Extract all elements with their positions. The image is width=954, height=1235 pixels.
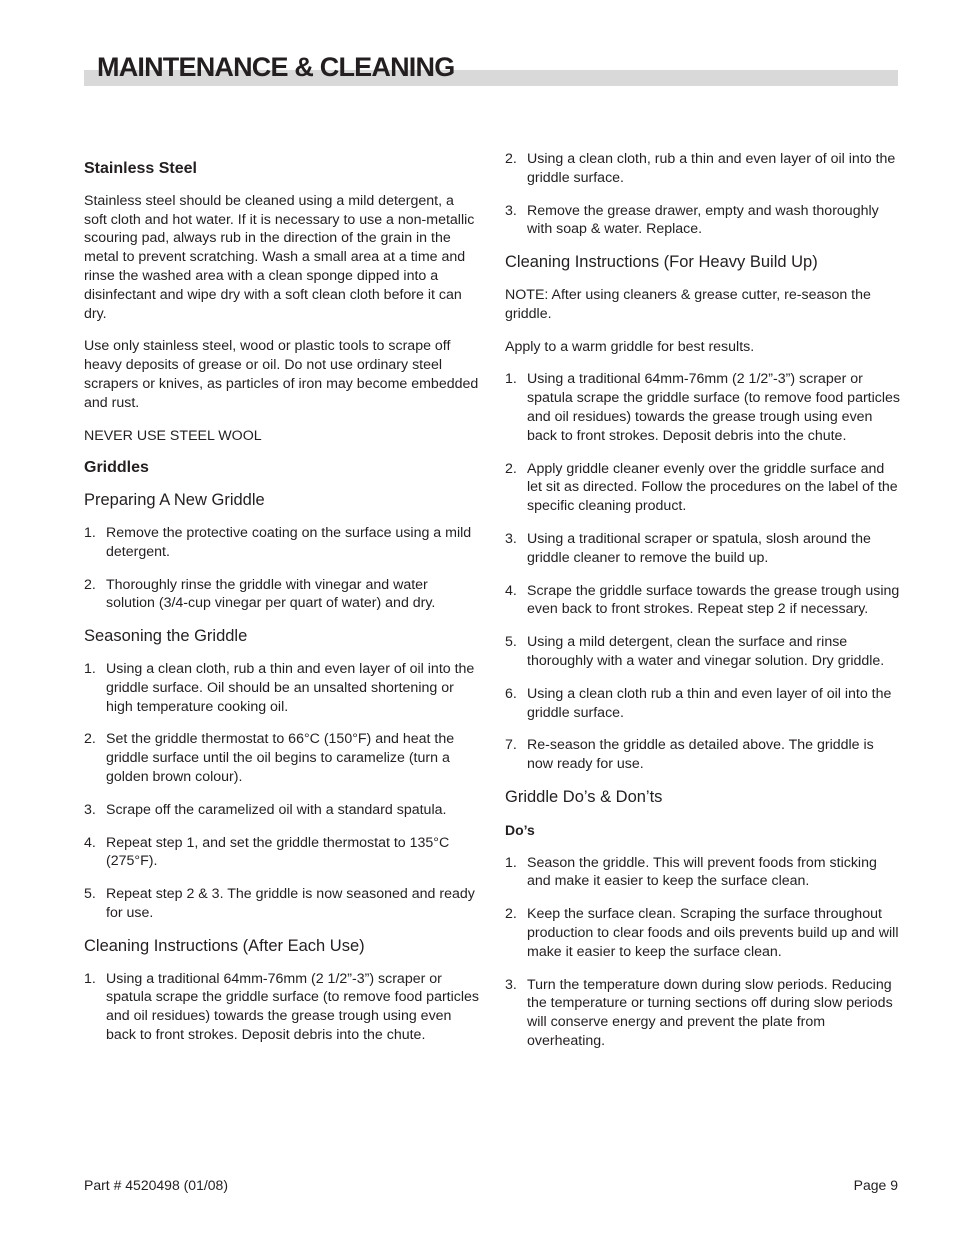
stainless-steel-heading: Stainless Steel — [84, 160, 197, 177]
list-number: 5. — [505, 634, 517, 651]
list-number: 7. — [505, 737, 517, 754]
list-item — [84, 524, 480, 562]
right-column — [505, 150, 901, 1065]
list-text: Using a clean cloth rub a thin and even layer of oil into the griddle surface. — [527, 685, 892, 721]
list-text: Scrape off the caramelized oil with a standard spatula. — [106, 801, 447, 818]
list-number: 3. — [505, 530, 517, 547]
list-number: 2. — [505, 906, 517, 923]
list-number: 1. — [84, 970, 96, 987]
list-number: 4. — [505, 582, 517, 599]
list-text: Thoroughly rinse the griddle with vinegar and water solution (3/4-cup vinegar per quart of water) and dry. — [106, 576, 436, 612]
list-item — [84, 834, 480, 872]
seasoning-heading: Seasoning the Griddle — [84, 627, 248, 646]
list-text: Apply griddle cleaner evenly over the griddle surface and let sit as directed. Follow the procedures on the label of the specific cleaning product. — [527, 460, 898, 515]
list-number: 2. — [84, 731, 96, 748]
preparing-list — [84, 524, 480, 613]
list-text: Turn the temperature down during slow periods. Reducing the temperature or turning sections off during slow periods will conserve energy and prevent the plate from overheating. — [527, 976, 893, 1049]
dos-donts-heading: Griddle Do’s & Don’ts — [505, 787, 663, 806]
heavy-note: NOTE: After using cleaners & grease cutter, re-season the griddle. — [505, 286, 871, 322]
list-number: 1. — [505, 854, 517, 871]
list-item — [505, 685, 901, 723]
list-text: Keep the surface clean. Scraping the surface throughout production to clear foods and oils prevents build up and will make it easier to keep the surface clean. — [527, 906, 899, 960]
list-item — [84, 885, 480, 923]
list-item — [84, 660, 480, 716]
list-text: Using a clean cloth, rub a thin and even layer of oil into the griddle surface. Oil should be an unsalted shortening or high temperature cooking oil. — [106, 660, 475, 715]
heavy-list — [505, 370, 901, 774]
list-number: 2. — [505, 460, 517, 477]
list-item — [505, 633, 901, 671]
list-number: 3. — [84, 801, 96, 818]
list-number: 4. — [84, 834, 96, 851]
list-number: 1. — [505, 371, 517, 388]
heavy-build-up-heading: Cleaning Instructions (For Heavy Build Up) — [505, 253, 818, 272]
footer-part-number: Part # 4520498 (01/08) — [84, 1177, 228, 1193]
list-number: 6. — [505, 685, 517, 702]
seasoning-list — [84, 660, 480, 923]
list-text: Season the griddle. This will prevent foods from sticking and make it easier to keep the surface clean. — [527, 854, 877, 890]
list-text: Repeat step 2 & 3. The griddle is now seasoned and ready for use. — [106, 886, 475, 921]
list-item — [84, 801, 480, 820]
list-item — [505, 976, 901, 1051]
list-number: 3. — [505, 202, 517, 219]
dos-list — [505, 854, 901, 1051]
list-item — [505, 150, 901, 188]
list-item — [505, 582, 901, 620]
list-item — [505, 460, 901, 516]
list-item — [505, 202, 901, 240]
griddles-heading: Griddles — [84, 459, 149, 477]
list-item — [505, 854, 901, 892]
list-item — [505, 530, 901, 568]
list-text: Using a traditional 64mm-76mm (2 1/2”-3”) scraper or spatula scrape the griddle surface (to remove food particles and oil residues) towards the grease trough using even back to front strokes. Deposit debris into the chute. — [106, 970, 480, 1043]
list-number: 3. — [505, 976, 517, 993]
after-use-list — [84, 970, 480, 1045]
list-number: 1. — [84, 660, 96, 677]
list-text: Remove the grease drawer, empty and wash thoroughly with soap & water. Replace. — [527, 202, 879, 238]
list-text: Remove the protective coating on the surface using a mild detergent. — [106, 524, 472, 560]
page-title: MAINTENANCE & CLEANING — [97, 52, 455, 82]
list-text: Using a traditional scraper or spatula, slosh around the griddle cleaner to remove the build up. — [527, 530, 871, 566]
left-column — [84, 160, 480, 1059]
list-number: 1. — [84, 524, 96, 541]
list-number: 2. — [505, 151, 517, 167]
list-text: Using a mild detergent, clean the surface and rinse thoroughly with a water and vinegar solution. Dry griddle. — [527, 634, 885, 669]
list-item — [84, 576, 480, 614]
list-number: 2. — [84, 576, 96, 593]
stainless-paragraph-1: Stainless steel should be cleaned using a mild detergent, a soft cloth and hot water. If it is necessary to use a non-metallic scouring pad, always rub in the direction of the grain in the metal to prevent scratching. Wash a small area at a time and rinse the washed area with a clean sponge dipped into a disinfectant and wipe dry with a soft clean cloth before it can dry. — [84, 192, 475, 322]
after-use-list-continued — [505, 150, 901, 239]
list-item — [505, 905, 901, 961]
list-text: Set the griddle thermostat to 66°C (150°F) and heat the griddle surface until the oil begins to caramelize (turn a golden brown colour). — [106, 731, 455, 785]
stainless-paragraph-3: NEVER USE STEEL WOOL — [84, 427, 262, 444]
list-item — [84, 730, 480, 786]
list-item — [505, 370, 901, 445]
footer-page-number: Page 9 — [853, 1177, 898, 1193]
after-use-heading: Cleaning Instructions (After Each Use) — [84, 936, 365, 955]
list-text: Repeat step 1, and set the griddle thermostat to 135°C (275°F). — [106, 834, 450, 870]
list-number: 5. — [84, 886, 96, 903]
stainless-paragraph-2: Use only stainless steel, wood or plastic tools to scrape off heavy deposits of grease or oil. Do not use ordinary steel scrapers or knives, as particles of iron may become embedded and rust. — [84, 338, 479, 411]
heavy-apply: Apply to a warm griddle for best results. — [505, 338, 755, 355]
list-text: Using a clean cloth, rub a thin and even layer of oil into the griddle surface. — [527, 151, 896, 186]
list-item — [84, 970, 480, 1045]
list-text: Using a traditional 64mm-76mm (2 1/2”-3”) scraper or spatula scrape the griddle surface (to remove food particles and oil residues) towards the grease trough using even back to front strokes. Deposit debris into the chute. — [527, 371, 901, 444]
list-text: Scrape the griddle surface towards the grease trough using even back to front strokes. Repeat step 2 if necessary. — [527, 582, 900, 618]
preparing-heading: Preparing A New Griddle — [84, 491, 265, 510]
list-item — [505, 736, 901, 774]
dos-heading: Do’s — [505, 821, 535, 838]
list-text: Re-season the griddle as detailed above. The griddle is now ready for use. — [527, 737, 874, 773]
